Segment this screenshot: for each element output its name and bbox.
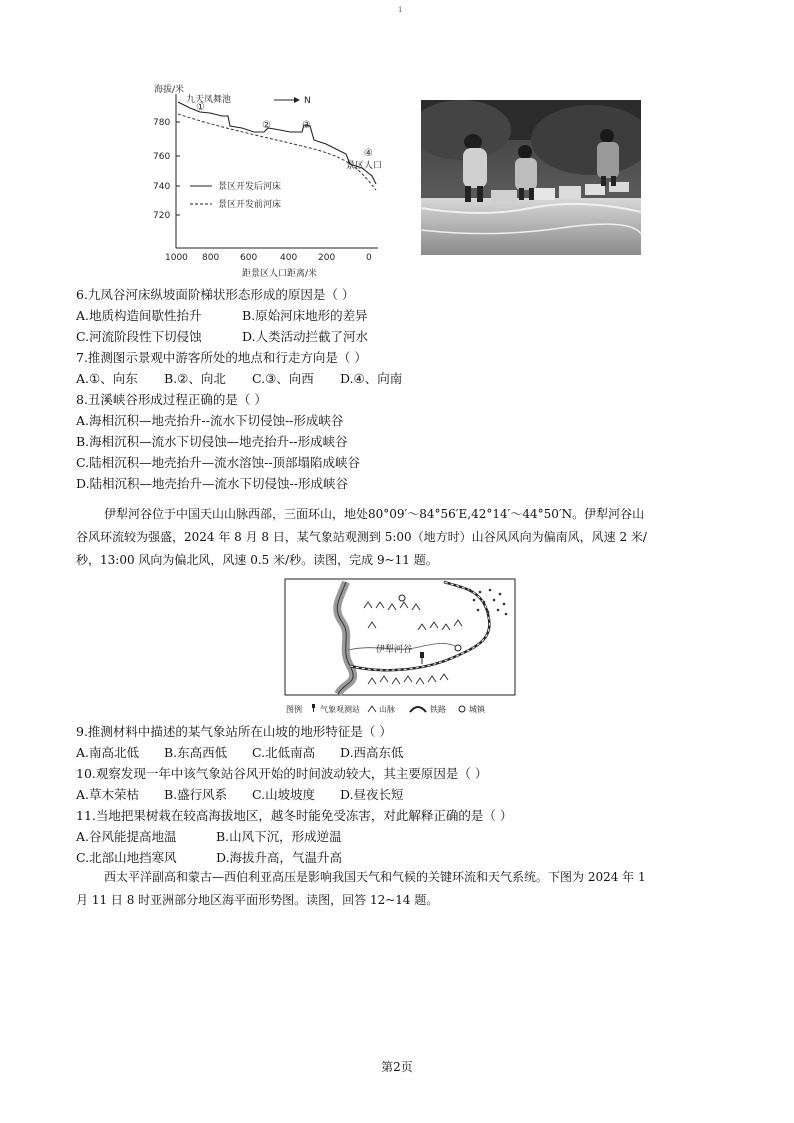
q10-option-c[interactable]: C.山坡坡度: [252, 787, 316, 802]
passage2-line1: 西太平洋副高和蒙古—西伯利亚高压是影响我国天气和气候的关键环流和天气系统。下图为 2024 年 1: [104, 870, 646, 884]
legend-weather-station: 气象观测站: [320, 705, 360, 714]
q9-stem: 9.推测材料中描述的某气象站所在山坡的地形特征是（ ）: [76, 724, 392, 739]
q7-option-b[interactable]: B.②、向北: [164, 371, 226, 386]
town-icon: [455, 645, 461, 651]
map-region-label: 伊犁河谷: [376, 645, 413, 655]
q6-option-a[interactable]: A.地质构造间歇性抬升: [76, 308, 202, 323]
page-top-mark: 1: [398, 6, 403, 14]
profile-xlabel: 距景区人口距离/米: [242, 269, 318, 279]
passage1-line3: 秒，13:00 风向为偏北风，风速 0.5 米/秒。读图，完成 9~11 题。: [76, 553, 438, 567]
north-arrow-icon: [274, 97, 300, 103]
legend-town: 城镇: [469, 705, 485, 714]
q6-option-b[interactable]: B.原始河床地形的差异: [242, 308, 368, 323]
q10-options-row1: [76, 785, 404, 804]
ytick-760: 760: [153, 152, 171, 162]
legend-before: 景区开发前河床: [218, 200, 282, 210]
river-profile-figure: [150, 80, 390, 280]
legend-after: 景区开发后河床: [218, 182, 282, 192]
passage-high-pressure: [76, 866, 726, 912]
map-legend: [286, 704, 486, 714]
legend-railway: 铁路: [430, 705, 446, 714]
page-footer: 第2页: [381, 1060, 413, 1074]
passage-ili-valley: [76, 503, 726, 572]
xtick-400: 400: [280, 253, 298, 263]
q11-option-b[interactable]: B.山风下沉，形成逆温: [216, 829, 342, 844]
ili-valley-map: [284, 578, 516, 718]
marker-4: ④: [364, 148, 373, 159]
profile-ylabel: 海拔/米: [154, 85, 185, 95]
q10-option-d[interactable]: D.昼夜长短: [340, 787, 404, 802]
q9-option-c[interactable]: C.北低南高: [252, 745, 316, 760]
q6-options-row2: [76, 327, 368, 346]
q11-option-a[interactable]: A.谷风能提高地温: [76, 829, 177, 844]
q8-option-b[interactable]: B.海相沉积—流水下切侵蚀—地壳抬升--形成峡谷: [76, 434, 348, 449]
profile-xticks: [165, 253, 372, 263]
xtick-1000: 1000: [165, 253, 188, 263]
q10-option-b[interactable]: B.盛行风系: [164, 787, 228, 802]
q8-option-a[interactable]: A.海相沉积—地壳抬升--流水下切侵蚀--形成峡谷: [76, 413, 344, 428]
q11-option-c[interactable]: C.北部山地挡寒风: [76, 850, 177, 865]
q7-option-a[interactable]: A.①、向东: [76, 371, 138, 386]
ytick-740: 740: [153, 182, 171, 192]
q9-options-row1: [76, 743, 404, 762]
tourists-on-stepping-stones-photo: [421, 100, 641, 255]
entrance-label: 景区人口: [346, 161, 383, 171]
xtick-800: 800: [202, 253, 220, 263]
legend-title: 图例: [286, 705, 302, 714]
q10-option-a[interactable]: A.草木荣枯: [76, 787, 140, 802]
q11-option-d[interactable]: D.海拔升高，气温升高: [216, 850, 343, 865]
q11-options-row2: [76, 848, 342, 867]
q7-option-c[interactable]: C.③、向西: [252, 371, 314, 386]
passage1-line1: 伊犁河谷位于中国天山山脉西部，三面环山，地处80°09′～84°56′E,42°14′～44°50′N。伊犁河谷山: [104, 507, 645, 521]
q6-stem: 6.九凤谷河床纵坡面阶梯状形态形成的原因是（ ）: [76, 287, 355, 302]
marker-2: ②: [262, 120, 271, 131]
q10-stem: 10.观察发现一年中该气象站谷风开始的时间波动较大，其主要原因是（ ）: [76, 766, 488, 781]
q9-option-a[interactable]: A.南高北低: [76, 745, 140, 760]
marker-1: ①: [196, 102, 205, 113]
q7-options-row1: [76, 369, 402, 388]
q6-option-c[interactable]: C.河流阶段性下切侵蚀: [76, 329, 202, 344]
q7-option-d[interactable]: D.④、向南: [340, 371, 403, 386]
q6-option-d[interactable]: D.人类活动拦截了河水: [242, 329, 369, 344]
xtick-200: 200: [318, 253, 336, 263]
q6-options-row1: [76, 306, 368, 325]
q8-stem: 8.丑溪峡谷形成过程正确的是（ ）: [76, 392, 267, 407]
north-label: N: [304, 96, 311, 106]
riverbed-before-line: [178, 114, 376, 190]
q9-option-b[interactable]: B.东高西低: [164, 745, 228, 760]
marker-3: ③: [302, 120, 311, 131]
town-icon: [399, 595, 405, 601]
q11-stem: 11.当地把果树栽在较高海拔地区，越冬时能免受冻害，对此解释正确的是（ ）: [76, 808, 513, 823]
riverbed-after-line: [178, 102, 376, 184]
place-label: 九天凤舞池: [186, 95, 232, 105]
ytick-780: 780: [153, 118, 171, 128]
q8-option-d[interactable]: D.陆相沉积—地壳抬升—流水下切侵蚀--形成峡谷: [76, 476, 348, 491]
q8-option-c[interactable]: C.陆相沉积—地壳抬升—流水溶蚀--顶部塌陷成峡谷: [76, 455, 361, 470]
ytick-720: 720: [153, 211, 171, 221]
xtick-0: 0: [366, 253, 372, 263]
q11-options-row1: [76, 827, 342, 846]
legend-mountain: 山脉: [379, 705, 395, 714]
passage2-line2: 月 11 日 8 时亚洲部分地区海平面形势图。读图，回答 12~14 题。: [76, 893, 439, 907]
profile-legend: [190, 180, 281, 210]
q7-stem: 7.推测图示景观中游客所处的地点和行走方向是（ ）: [76, 350, 367, 365]
passage1-line2: 谷风环流较为强盛，2024 年 8 月 8 日，某气象站观测到 5:00（地方时）山谷风风向为偏南风，风速 2 米/: [76, 530, 647, 544]
xtick-600: 600: [240, 253, 258, 263]
q9-option-d[interactable]: D.西高东低: [340, 745, 404, 760]
